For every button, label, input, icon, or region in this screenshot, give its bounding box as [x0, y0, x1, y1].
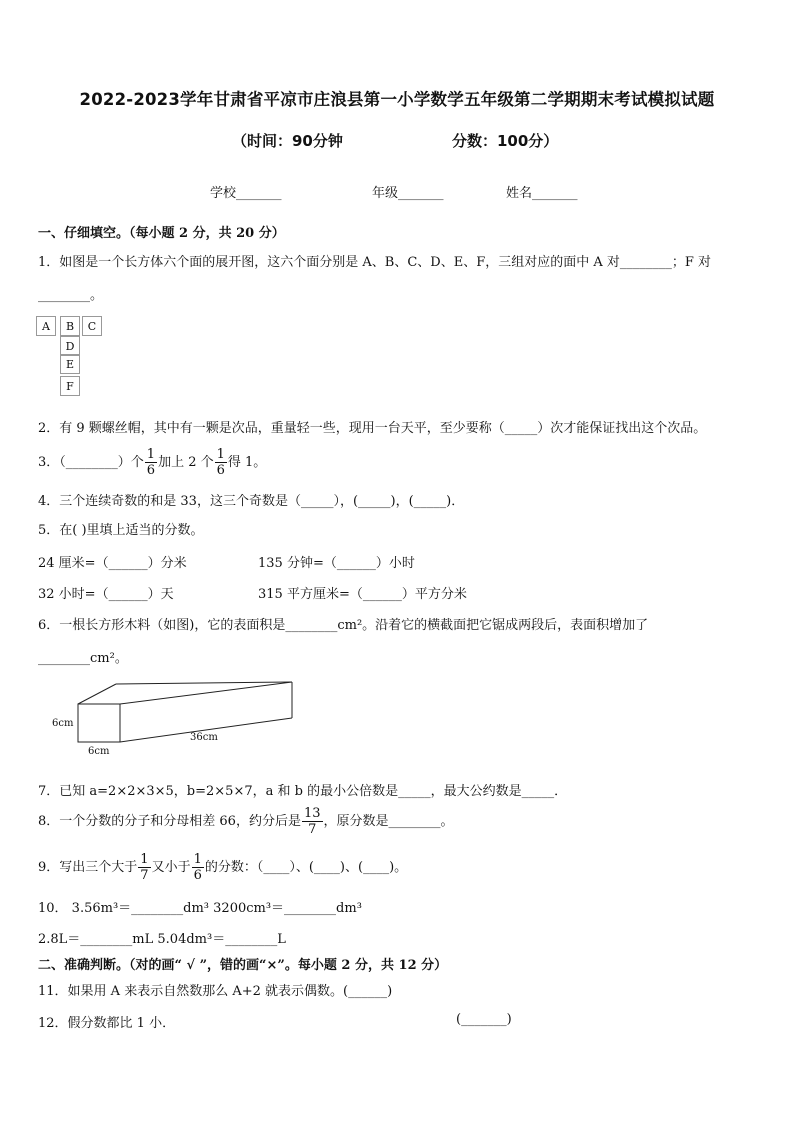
fraction-one-seventh	[138, 852, 150, 883]
cuboid-net-diagram	[36, 316, 156, 398]
q9-part-c: 的分数：（____）、(____)、(____)。	[204, 860, 408, 875]
net-face-f: F	[60, 376, 80, 396]
question-6-cont: ________cm²。	[38, 651, 128, 666]
fraction-denominator: 7	[140, 868, 149, 883]
question-11: 11．如果用 A 来表示自然数那么 A+2 就表示偶数。(______)	[38, 984, 393, 999]
net-face-a: A	[36, 316, 56, 336]
school-field: 学校_______	[210, 186, 282, 201]
q3-part-c: 得 1。	[227, 455, 267, 470]
question-4: 4．三个连续奇数的和是 33，这三个奇数是（_____），(_____)，(_____)．	[38, 494, 465, 509]
section-1-heading: 一、仔细填空。（每小题 2 分，共 20 分）	[38, 226, 285, 241]
question-6: 6．一根长方形木料（如图)，它的表面积是________cm²。沿着它的横截面把它锯成两段后，表面积增加了	[38, 618, 649, 633]
question-10: 10． 3.56m³＝________dm³ 3200cm³＝________dm³	[38, 901, 362, 916]
question-5: 5．在( )里填上适当的分数。	[38, 523, 204, 538]
q8-part-a: 8．一个分数的分子和分母相差 66，约分后是	[38, 814, 301, 829]
net-face-e: E	[60, 354, 80, 374]
cuboid-drawing	[40, 676, 310, 766]
height-label: 6cm	[52, 718, 74, 729]
fraction-denominator: 7	[308, 822, 317, 837]
question-9	[38, 852, 407, 883]
q5-item-4: 315 平方厘米=（______）平方分米	[258, 587, 467, 602]
fraction-denominator: 6	[146, 463, 156, 478]
q9-part-b: 又小于	[151, 860, 191, 875]
fraction-numerator: 13	[303, 806, 321, 821]
fraction-numerator: 1	[216, 447, 225, 462]
net-face-d: D	[60, 336, 80, 356]
question-2: 2．有 9 颗螺丝帽，其中有一颗是次品，重量轻一些，现用一台天平，至少要称（_____）次才能保证找出这个次品。	[38, 421, 707, 436]
fraction-denominator: 6	[193, 868, 202, 883]
fraction-numerator: 1	[193, 852, 202, 867]
question-7: 7．已知 a=2×2×3×5，b=2×5×7，a 和 b 的最小公倍数是_____，最大公约数是_____．	[38, 784, 568, 799]
exam-time: （时间：90分钟	[232, 132, 343, 150]
exam-score: 分数：100分）	[452, 132, 559, 150]
q5-item-3: 32 小时=（______）天	[38, 587, 174, 602]
width-label: 6cm	[88, 746, 110, 757]
length-label: 36cm	[190, 732, 218, 743]
fraction-one-sixth	[215, 447, 227, 478]
name-field: 姓名_______	[506, 186, 578, 201]
question-3	[38, 447, 266, 478]
fraction-numerator: 1	[140, 852, 149, 867]
question-12: 12．假分数都比 1 小．	[38, 1016, 176, 1031]
question-1: 1．如图是一个长方体六个面的展开图，这六个面分别是 A、B、C、D、E、F，三组对应的面中 A 对________；F 对	[38, 255, 712, 270]
q5-item-2: 135 分钟=（______）小时	[258, 556, 415, 571]
fraction-one-sixth	[145, 447, 157, 478]
fraction-one-sixth	[192, 852, 204, 883]
question-12-blank: (_______)	[456, 1012, 512, 1027]
section-2-heading: 二、准确判断。（对的画“ √ ”，错的画“×”。每小题 2 分，共 12 分）	[38, 958, 448, 973]
q3-part-b: 加上 2 个	[158, 455, 214, 470]
q5-item-1: 24 厘米=（______）分米	[38, 556, 187, 571]
cuboid-diagram	[40, 676, 310, 770]
net-face-c: C	[82, 316, 102, 336]
grade-field: 年级_______	[372, 186, 444, 201]
page-title: 2022-2023学年甘肃省平凉市庄浪县第一小学数学五年级第二学期期末考试模拟试题	[79, 90, 715, 109]
fraction-numerator: 1	[146, 447, 156, 462]
question-8	[38, 806, 454, 837]
fraction-denominator: 6	[216, 463, 225, 478]
question-10-cont: 2.8L＝________mL 5.04dm³＝________L	[38, 932, 286, 947]
q9-part-a: 9．写出三个大于	[38, 860, 138, 875]
q8-part-b: ，原分数是________。	[323, 814, 454, 829]
net-face-b: B	[60, 316, 80, 336]
fraction-thirteen-sevenths	[302, 806, 323, 837]
q3-part-a: 3．（________）个	[38, 455, 144, 470]
question-1-cont: ________。	[38, 288, 104, 303]
